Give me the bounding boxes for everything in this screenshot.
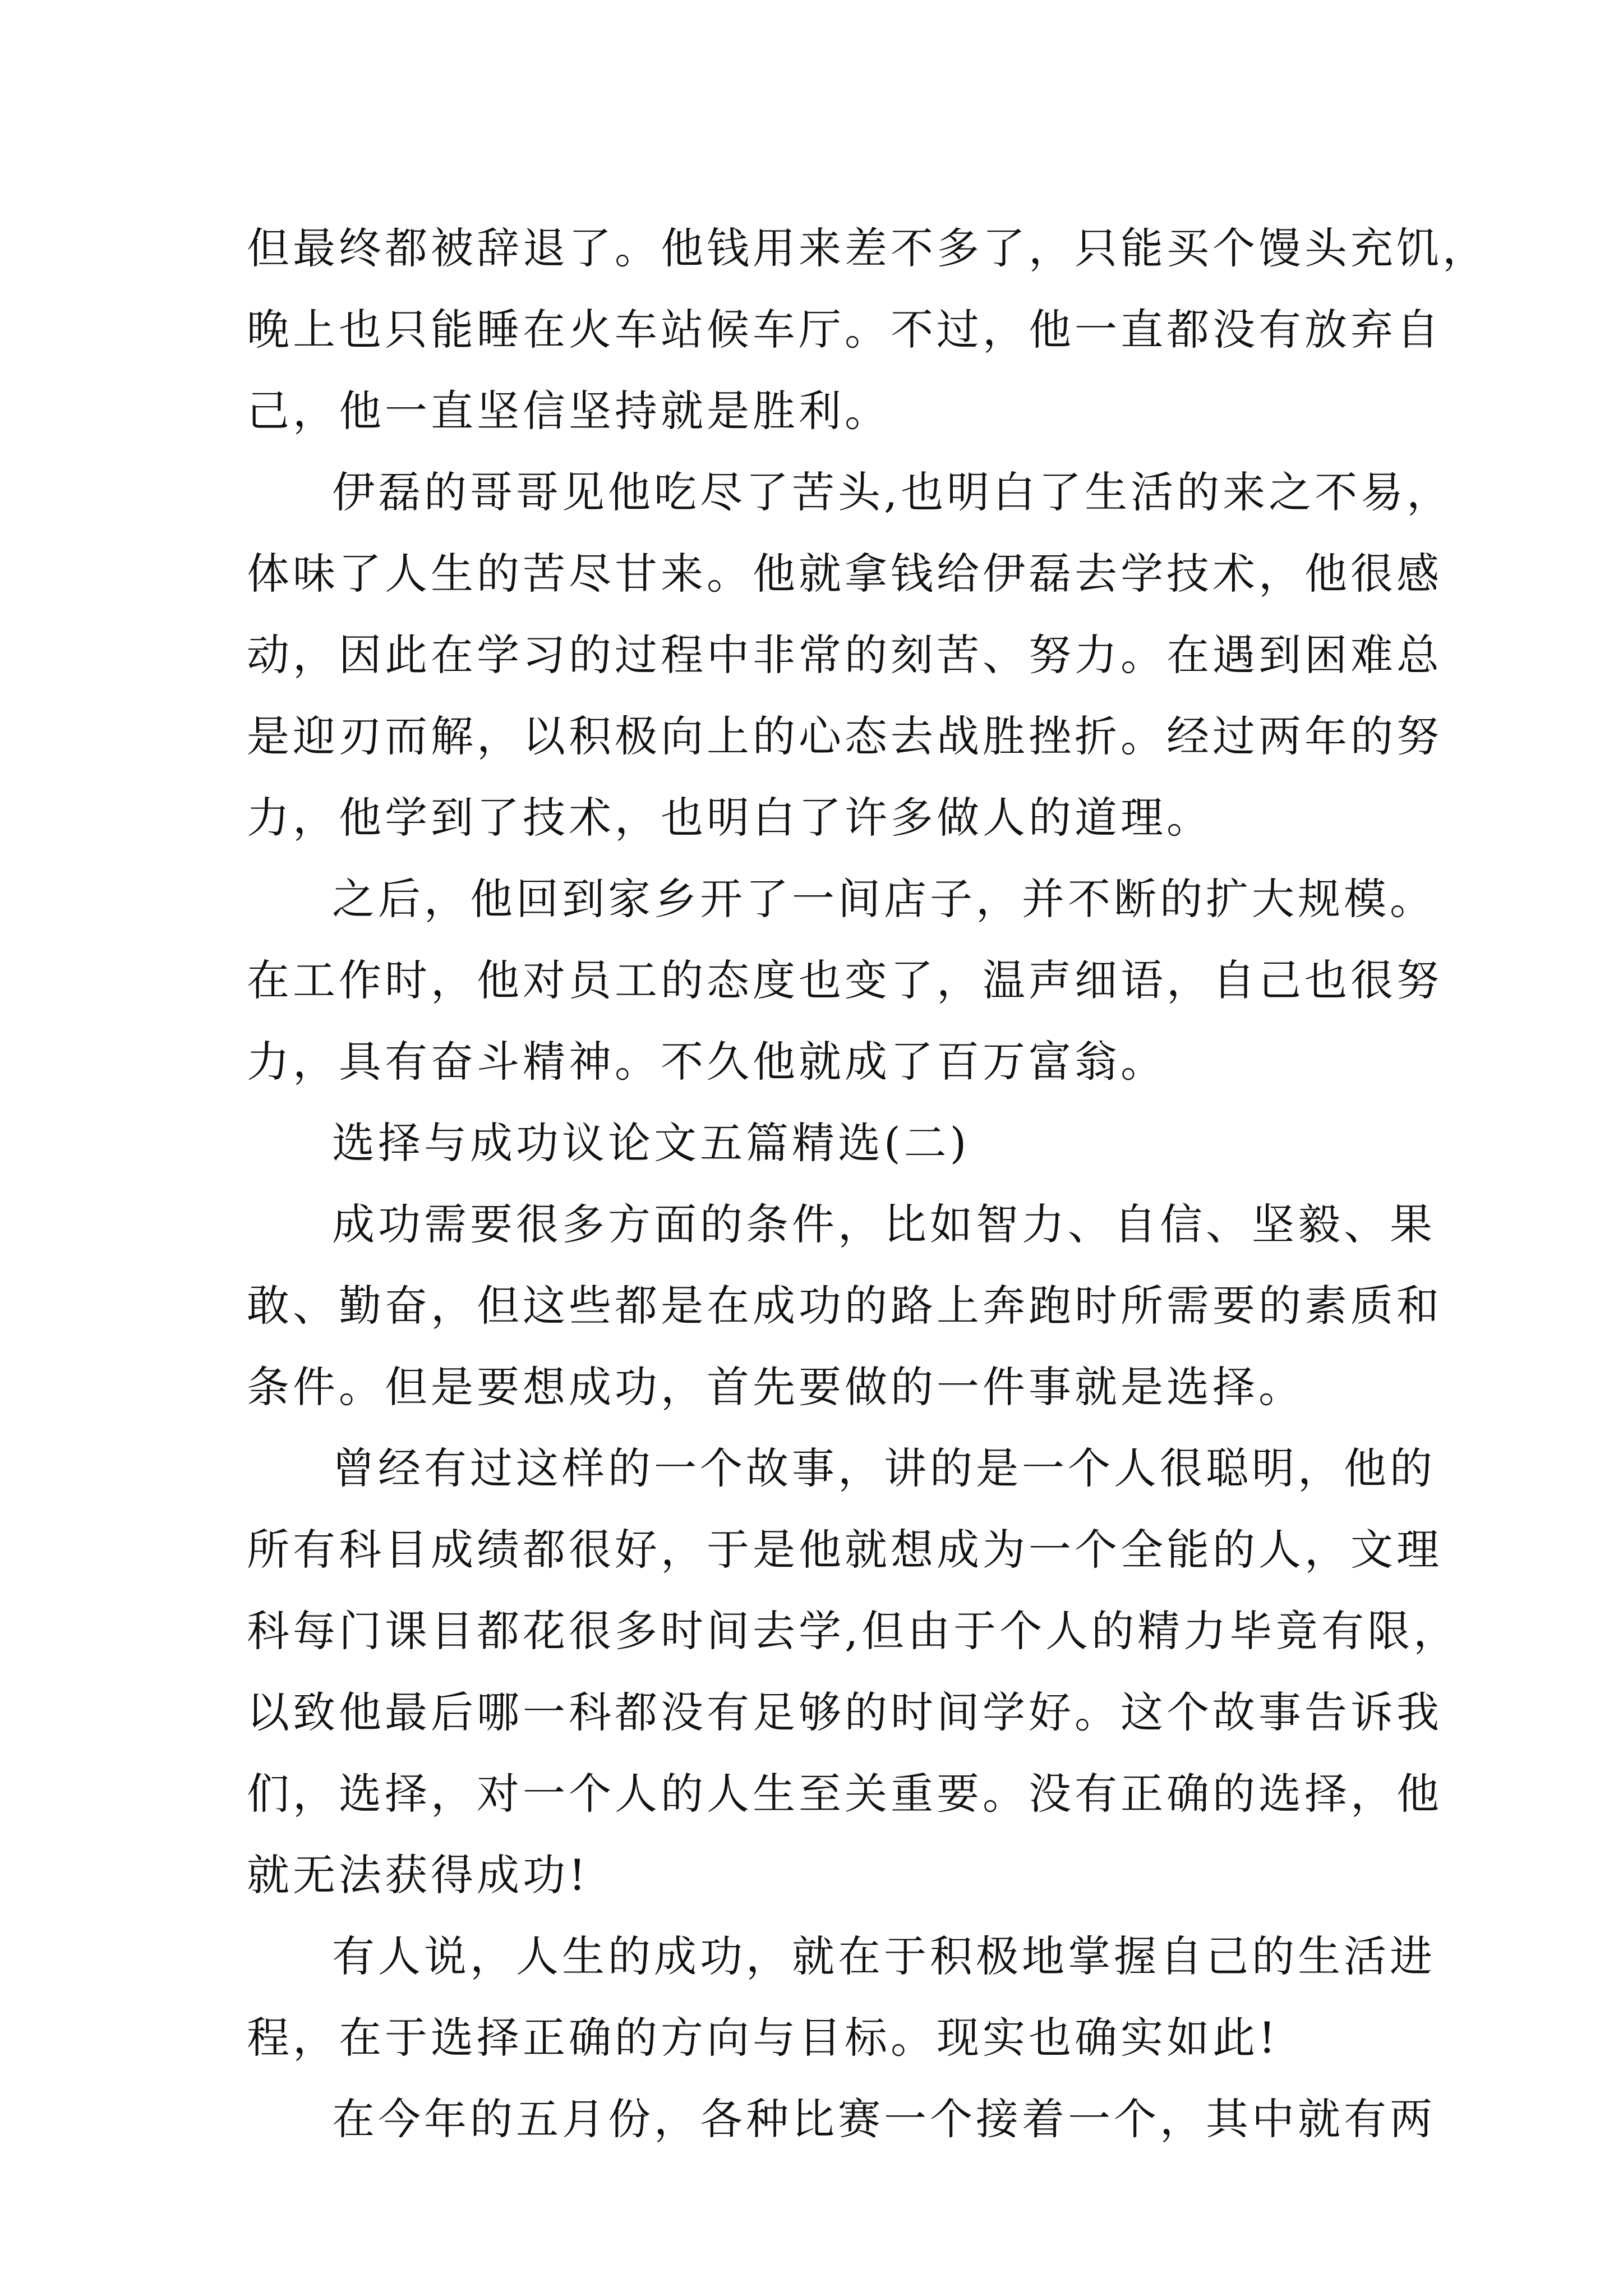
text-line: 成功需要很多方面的条件，比如智力、自信、坚毅、果 (332, 1199, 1436, 1249)
text-line: 晚上也只能睡在火车站候车厅。不过，他一直都没有放弃自 (247, 305, 1442, 355)
text-line: 是迎刃而解，以积极向上的心态去战胜挫折。经过两年的努 (247, 711, 1442, 761)
text-line: 伊磊的哥哥见他吃尽了苦头,也明白了生活的来之不易， (332, 467, 1453, 517)
text-line: 们，选择，对一个人的人生至关重要。没有正确的选择，他 (247, 1769, 1442, 1819)
text-line: 己，他一直坚信坚持就是胜利。 (247, 386, 891, 436)
text-line: 动，因此在学习的过程中非常的刻苦、努力。在遇到困难总 (247, 630, 1442, 680)
text-line: 科每门课目都花很多时间去学,但由于个人的精力毕竟有限， (247, 1606, 1460, 1656)
text-line: 所有科目成绩都很好，于是他就想成为一个全能的人，文理 (247, 1525, 1442, 1575)
text-line: 在今年的五月份，各种比赛一个接着一个，其中就有两 (332, 2094, 1436, 2144)
text-line: 力，具有奋斗精神。不久他就成了百万富翁。 (247, 1037, 1166, 1087)
text-line: 有人说，人生的成功，就在于积极地掌握自己的生活进 (332, 1931, 1436, 1981)
text-line: 曾经有过这样的一个故事，讲的是一个人很聪明，他的 (332, 1443, 1436, 1493)
text-line: 以致他最后哪一科都没有足够的时间学好。这个故事告诉我 (247, 1687, 1442, 1737)
text-line: 体味了人生的苦尽甘来。他就拿钱给伊磊去学技术，他很感 (247, 549, 1442, 599)
text-line: 敢、勤奋，但这些都是在成功的路上奔跑时所需要的素质和 (247, 1281, 1442, 1331)
text-line: 程，在于选择正确的方向与目标。现实也确实如此! (247, 2013, 1279, 2063)
text-line: 就无法获得成功! (247, 1850, 589, 1900)
section-heading: 选择与成功议论文五篇精选(二) (332, 1118, 970, 1168)
text-line: 之后，他回到家乡开了一间店子，并不断的扩大规模。 (332, 874, 1436, 924)
text-line: 力，他学到了技术，也明白了许多做人的道理。 (247, 793, 1212, 843)
text-line: 但最终都被辞退了。他钱用来差不多了，只能买个馒头充饥， (247, 223, 1488, 273)
text-line: 条件。但是要想成功，首先要做的一件事就是选择。 (247, 1362, 1304, 1412)
document-body (247, 208, 1488, 2160)
text-line: 在工作时，他对员工的态度也变了，温声细语，自己也很努 (247, 955, 1442, 1005)
